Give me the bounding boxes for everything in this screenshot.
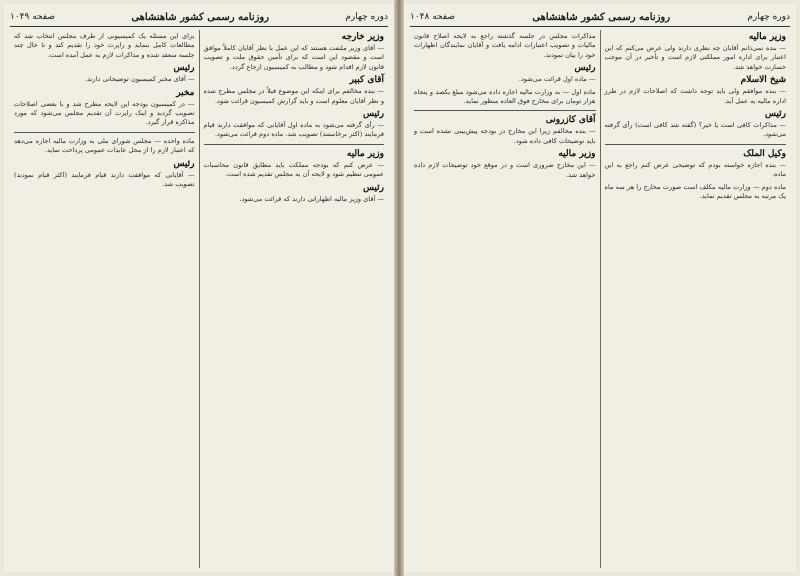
speaker-name: وزیر خارجه xyxy=(341,32,384,42)
speaker-name: مخبر xyxy=(176,87,195,98)
speaker-name: شیخ الاسلام xyxy=(740,75,786,86)
section xyxy=(605,149,787,180)
speaker-name: رئیس xyxy=(173,158,195,169)
paragraph: — ماده اول قرائت می‌شود. xyxy=(518,75,596,84)
paragraph: — آقای وزیر ملتفت هستند که این عمل با نظر آقایان کاملاً موافق است و مقصود این است که برای تأمین حقوق ملت و تصویب قانون لازم اقدام شود و مطالب به کمیسیون ارجاع گردد. xyxy=(203,44,384,71)
right-page xyxy=(404,4,796,572)
divider xyxy=(414,110,596,111)
paragraph: — این مخارج ضروری است و در موقع خود توضیحات لازم داده خواهد شد. xyxy=(414,161,596,179)
section xyxy=(204,149,385,180)
section xyxy=(605,75,787,106)
speaker-name: رئیس xyxy=(764,109,786,120)
speaker-name: رئیس xyxy=(173,63,195,74)
left-volume: دوره چهارم xyxy=(345,12,388,22)
right-col-2 xyxy=(410,30,600,568)
section xyxy=(14,32,195,60)
speaker-name: وزیر مالیه xyxy=(558,149,596,160)
paragraph: — مذاکرات کافی است یا خیر؟ (گفته شد کافی است) رأی گرفته می‌شود. xyxy=(604,121,786,139)
paragraph: مذاکرات مجلس در جلسه گذشته راجع به لایحه اصلاح قانون مالیات و تصویب اعتبارات ادامه یافت و آقایان نمایندگان اظهارات خود را بیان نمودند. xyxy=(414,32,596,59)
left-page-number: صفحه ۱۰۴۹ xyxy=(10,12,56,22)
paragraph: — آقای مخبر کمیسیون توضیحاتی دارند. xyxy=(85,75,195,84)
section xyxy=(204,32,385,72)
section xyxy=(414,149,596,180)
section xyxy=(204,183,385,204)
section xyxy=(204,75,385,106)
left-title: روزنامه رسمی کشور شاهنشاهی xyxy=(131,11,270,23)
section xyxy=(14,159,195,190)
section xyxy=(14,63,195,84)
right-volume: دوره چهارم xyxy=(747,12,790,22)
section xyxy=(204,109,385,140)
book-gutter xyxy=(394,0,404,576)
right-col-1 xyxy=(600,30,791,568)
divider xyxy=(204,144,385,145)
section xyxy=(414,63,596,84)
section xyxy=(605,109,787,140)
paragraph: ماده اول — به وزارت مالیه اجازه داده می‌شود مبلغ یکصد و پنجاه هزار تومان برای مخارج فوق العاده منظور نماید. xyxy=(414,87,596,106)
left-col-2 xyxy=(10,30,199,568)
paragraph: — بنده مخالفم زیرا این مخارج در بودجه پیش‌بینی نشده است و باید توضیحات کافی داده شود. xyxy=(414,127,596,145)
paragraph: — بنده نمی‌دانم آقایان چه نظری دارند ولی عرض می‌کنم که این اعتبار برای اداره امور مملکتی لازم است و تأخیر در آن موجب خسارت خواهد شد. xyxy=(604,44,786,71)
paragraph: — رأی گرفته می‌شود به ماده اول آقایانی که موافقت دارند قیام فرمایند (اکثر برخاستند) تصویب شد. ماده دوم قرائت می‌شود. xyxy=(203,121,384,139)
speaker-name: آقای کبیر xyxy=(349,75,384,86)
section xyxy=(14,88,195,128)
paragraph: ماده دوم — وزارت مالیه مکلف است صورت مخارج را هر سه ماه یک مرتبه به مجلس تقدیم نماید. xyxy=(604,182,786,201)
speaker-name: وکیل الملک xyxy=(743,148,786,159)
left-page xyxy=(4,4,394,572)
divider xyxy=(14,132,195,133)
section xyxy=(14,137,195,156)
speaker-name: وزیر مالیه xyxy=(748,32,786,42)
paragraph: — بنده مخالفم برای اینکه این موضوع قبلاً در مجلس مطرح شده و نظر آقایان معلوم است و باید گزارش کمیسیون قرائت شود. xyxy=(203,87,384,105)
left-col-1 xyxy=(199,30,389,568)
paragraph: — در کمیسیون بودجه این لایحه مطرح شد و با بعضی اصلاحات تصویب گردید و اینک راپرت آن تقدیم مجلس می‌شود که مورد مذاکره قرار گیرد. xyxy=(14,99,195,127)
paragraph: — آقایانی که موافقت دارند قیام فرمایند (اکثر قیام نمودند) تصویب شد. xyxy=(14,170,195,189)
speaker-name: وزیر مالیه xyxy=(346,148,384,159)
section xyxy=(605,32,787,72)
section xyxy=(414,32,596,60)
paragraph: برای این مسئله یک کمیسیونی از طرف مجلس انتخاب شد که مطالعات کامل بنماید و راپرت خود را تقدیم کند و تا حال چند جلسه منعقد شده و مذاکرات لازم به عمل آمده است. xyxy=(14,32,195,59)
right-page-number: صفحه ۱۰۴۸ xyxy=(410,12,456,22)
paragraph: — بنده موافقم ولی باید توجه داشت که اصلاحات لازم در طرز اداره مالیه به عمل آید. xyxy=(604,87,786,105)
divider xyxy=(605,144,787,145)
paragraph: ماده واحده — مجلس شورای ملی به وزارت مالیه اجازه می‌دهد که اعتبار لازم را از محل عایدات عمومی پرداخت نماید. xyxy=(14,136,195,155)
speaker-name: آقای کازرونی xyxy=(545,115,596,126)
speaker-name: رئیس xyxy=(574,63,596,74)
right-page-header xyxy=(410,8,790,27)
section xyxy=(414,115,596,146)
section xyxy=(414,88,596,107)
paragraph: — عرض کنم که بودجه مملکت باید مطابق قانون محاسبات عمومی تنظیم شود و لایحه آن به مجلس تقدیم شده است. xyxy=(203,160,384,179)
section xyxy=(605,183,787,202)
paragraph: — بنده اجازه خواسته بودم که توضیحی عرض کنم راجع به این ماده. xyxy=(604,160,786,179)
left-columns xyxy=(10,30,388,568)
speaker-name: رئیس xyxy=(362,182,384,193)
right-title: روزنامه رسمی کشور شاهنشاهی xyxy=(532,11,671,23)
left-page-header xyxy=(10,8,388,27)
right-columns xyxy=(410,30,790,568)
paragraph: — آقای وزیر مالیه اظهاراتی دارند که قرائت می‌شود. xyxy=(239,194,384,203)
speaker-name: رئیس xyxy=(362,109,384,120)
